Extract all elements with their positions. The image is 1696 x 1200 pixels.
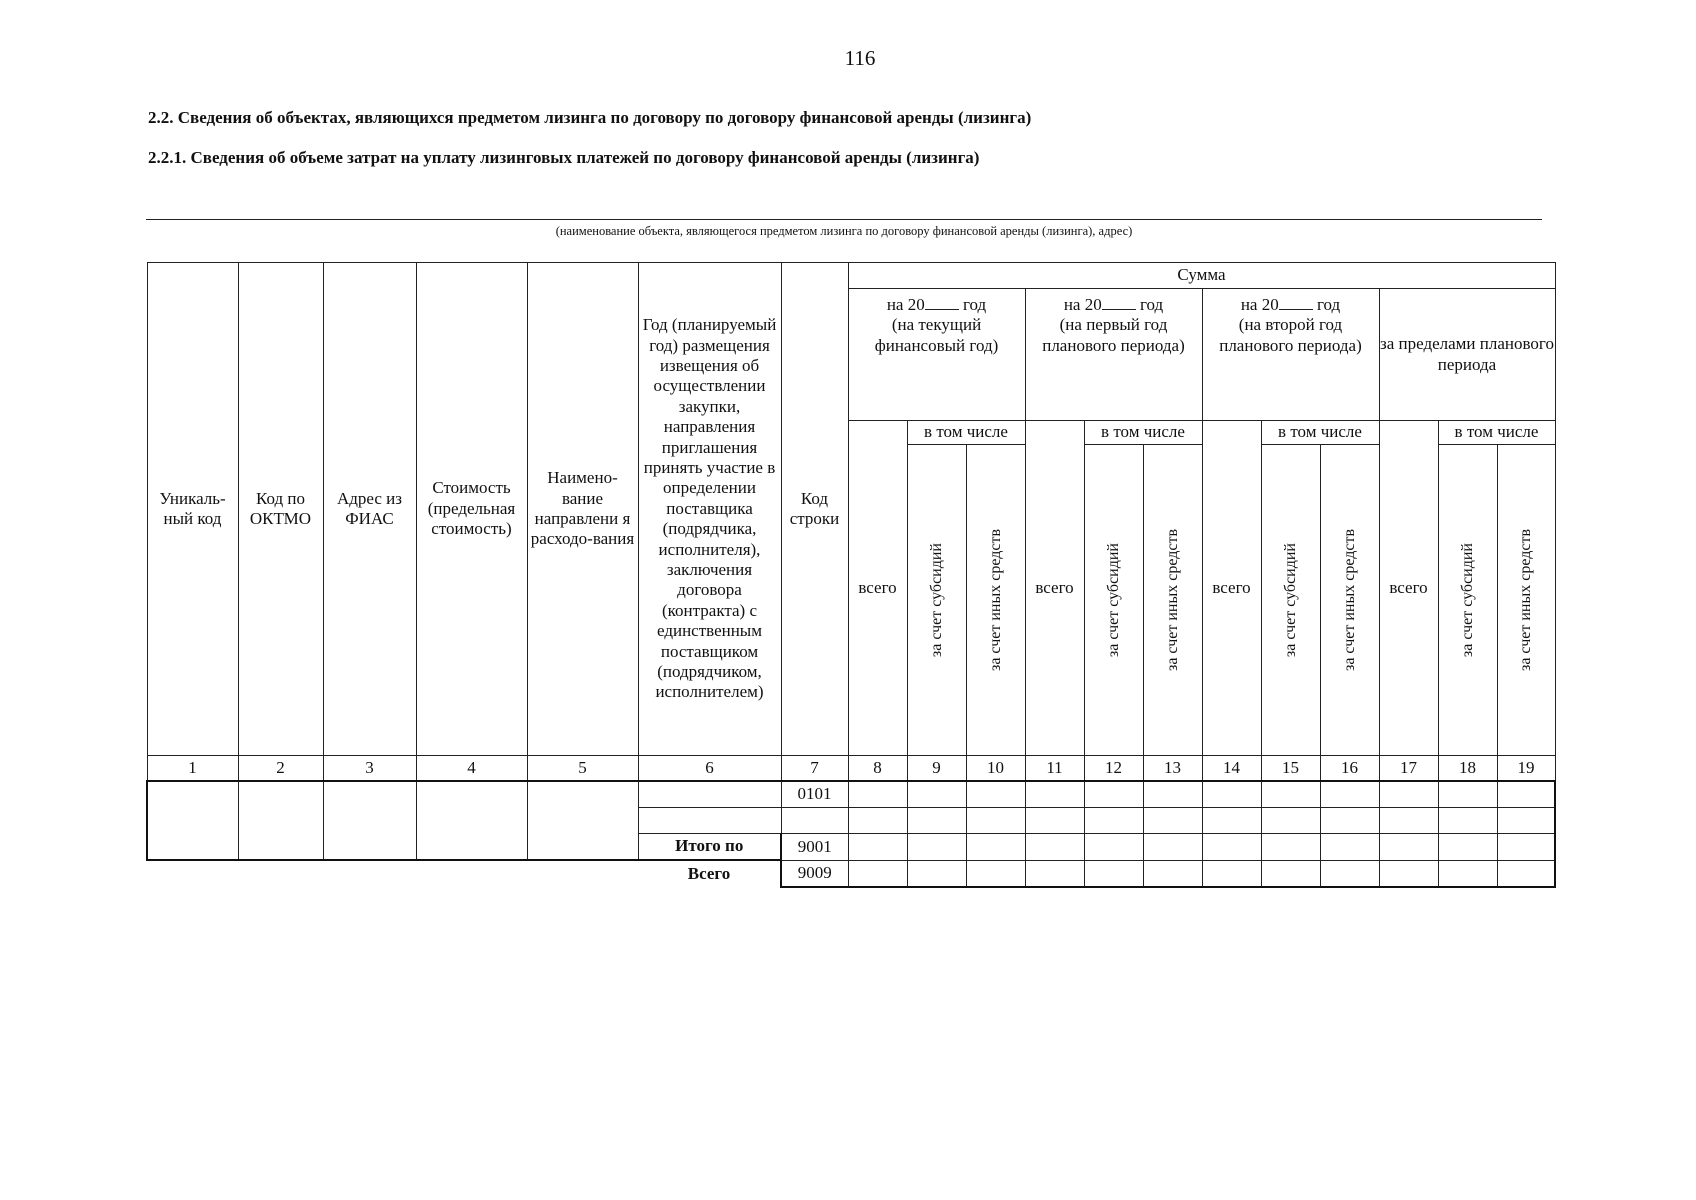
- table-cell[interactable]: [907, 808, 966, 834]
- header-subsidies: за счет субсидий: [1261, 445, 1320, 756]
- table-cell[interactable]: [966, 834, 1025, 861]
- table-cell[interactable]: [1379, 860, 1438, 887]
- table-cell[interactable]: [907, 834, 966, 861]
- cell-fias[interactable]: [323, 781, 416, 860]
- header-total: всего: [848, 421, 907, 756]
- table-cell[interactable]: [907, 781, 966, 808]
- header-total: всего: [1202, 421, 1261, 756]
- table-cell[interactable]: [1320, 860, 1379, 887]
- column-number: 4: [416, 756, 527, 782]
- header-including: в том числе: [1084, 421, 1202, 445]
- table-cell[interactable]: [1379, 781, 1438, 808]
- table-cell[interactable]: [1379, 834, 1438, 861]
- column-number: 15: [1261, 756, 1320, 782]
- table-cell[interactable]: [1261, 860, 1320, 887]
- header-period-current: [848, 289, 1025, 421]
- header-including: в том числе: [1261, 421, 1379, 445]
- header-summa: Сумма: [848, 263, 1555, 289]
- column-number: 6: [638, 756, 781, 782]
- table-cell[interactable]: [1438, 860, 1497, 887]
- period-suffix: год: [962, 295, 987, 314]
- table-cell[interactable]: [848, 834, 907, 861]
- table-cell[interactable]: [1025, 781, 1084, 808]
- column-number: 18: [1438, 756, 1497, 782]
- column-number: 5: [527, 756, 638, 782]
- period-prefix: на 20: [1063, 295, 1102, 314]
- header-oktmo-code: Код по ОКТМО: [238, 263, 323, 756]
- table-cell[interactable]: [966, 860, 1025, 887]
- header-expense-direction: Наимено-вание направлени я расходо-вания: [527, 263, 638, 756]
- header-period-second: [1202, 289, 1379, 421]
- table-cell[interactable]: [1084, 860, 1143, 887]
- table-cell[interactable]: [848, 808, 907, 834]
- table-cell[interactable]: [1084, 808, 1143, 834]
- table-cell[interactable]: [848, 781, 907, 808]
- blank-area: [147, 860, 638, 887]
- header-period-beyond: за пределами планового периода: [1379, 289, 1555, 421]
- period-prefix: на 20: [886, 295, 925, 314]
- header-procurement-year: Год (планируемый год) размещения извещения об осуществлении закупки, направления приглашения принять участие в определении поставщика (подрядчика, исполнителя), заключения договора (контракта) с единственным поставщиком (подрядчиком, исполнителем): [638, 263, 781, 756]
- table-cell[interactable]: [1202, 834, 1261, 861]
- table-cell[interactable]: [1438, 808, 1497, 834]
- table-cell[interactable]: [907, 860, 966, 887]
- period-desc: (на текущий финансовый год): [874, 315, 999, 355]
- table-cell[interactable]: [1084, 834, 1143, 861]
- header-including: в том числе: [1438, 421, 1555, 445]
- table-cell[interactable]: [1379, 808, 1438, 834]
- table-cell[interactable]: [1202, 860, 1261, 887]
- header-total: всего: [1025, 421, 1084, 756]
- column-number: 1: [147, 756, 238, 782]
- cell-row-code: 9001: [781, 834, 848, 861]
- column-number: 16: [1320, 756, 1379, 782]
- period-suffix: год: [1139, 295, 1164, 314]
- table-cell[interactable]: [1438, 781, 1497, 808]
- table-cell[interactable]: [966, 808, 1025, 834]
- column-number: 3: [323, 756, 416, 782]
- table-cell[interactable]: [1497, 808, 1555, 834]
- column-number: 13: [1143, 756, 1202, 782]
- subtotal-label: Итого по: [638, 834, 781, 861]
- column-number: 9: [907, 756, 966, 782]
- table-cell[interactable]: [1261, 834, 1320, 861]
- column-number: 7: [781, 756, 848, 782]
- cell-year[interactable]: [638, 808, 781, 834]
- column-number: 12: [1084, 756, 1143, 782]
- total-row: [147, 860, 1555, 887]
- header-period-first: [1025, 289, 1202, 421]
- table-cell[interactable]: [1202, 808, 1261, 834]
- header-unique-code: Уникаль-ный код: [147, 263, 238, 756]
- table-cell[interactable]: [1143, 781, 1202, 808]
- header-subsidies: за счет субсидий: [1084, 445, 1143, 756]
- header-including: в том числе: [907, 421, 1025, 445]
- column-number: 10: [966, 756, 1025, 782]
- header-other-funds: за счет иных средств: [1143, 445, 1202, 756]
- object-name-line: [146, 219, 1542, 220]
- period-desc: (на второй год планового периода): [1219, 315, 1362, 355]
- header-other-funds: за счет иных средств: [966, 445, 1025, 756]
- header-other-funds: за счет иных средств: [1497, 445, 1555, 756]
- table-cell[interactable]: [1261, 781, 1320, 808]
- period-suffix: год: [1316, 295, 1341, 314]
- header-subsidies: за счет субсидий: [1438, 445, 1497, 756]
- table-cell[interactable]: [1320, 781, 1379, 808]
- cell-year[interactable]: [638, 781, 781, 808]
- column-number: 8: [848, 756, 907, 782]
- table-cell[interactable]: [1320, 808, 1379, 834]
- cell-row-code: 9009: [781, 860, 848, 887]
- table-cell[interactable]: [1320, 834, 1379, 861]
- table-cell[interactable]: [1025, 834, 1084, 861]
- page-number: 116: [844, 46, 876, 70]
- cell-row-code[interactable]: [781, 808, 848, 834]
- header-total: всего: [1379, 421, 1438, 756]
- total-label: Всего: [687, 863, 731, 883]
- cell-oktmo[interactable]: [238, 781, 323, 860]
- table-cell[interactable]: [1438, 834, 1497, 861]
- column-number: 2: [238, 756, 323, 782]
- subsection-heading: 2.2.1. Сведения об объеме затрат на уплату лизинговых платежей по договору финансовой аренды (лизинга): [148, 148, 980, 167]
- year-blank: [1279, 293, 1313, 310]
- column-number: 11: [1025, 756, 1084, 782]
- table-cell[interactable]: [1497, 860, 1555, 887]
- header-subsidies: за счет субсидий: [907, 445, 966, 756]
- cell-row-code: 0101: [781, 781, 848, 808]
- period-prefix: на 20: [1240, 295, 1279, 314]
- table-cell[interactable]: [1025, 860, 1084, 887]
- header-fias-address: Адрес из ФИАС: [323, 263, 416, 756]
- table-cell[interactable]: [1143, 808, 1202, 834]
- table-cell[interactable]: [1025, 808, 1084, 834]
- object-caption: (наименование объекта, являющегося предметом лизинга по договору финансовой аренды (лизинга), адрес): [555, 224, 1133, 238]
- year-blank: [925, 293, 959, 310]
- table-cell[interactable]: [1143, 834, 1202, 861]
- table-cell[interactable]: [1084, 781, 1143, 808]
- table-cell[interactable]: [1202, 781, 1261, 808]
- column-number: 19: [1497, 756, 1555, 782]
- year-blank: [1102, 293, 1136, 310]
- table-cell[interactable]: [966, 781, 1025, 808]
- column-number: 17: [1379, 756, 1438, 782]
- table-cell[interactable]: [848, 860, 907, 887]
- header-cost: Стоимость (предельная стоимость): [416, 263, 527, 756]
- header-row-code: Код строки: [781, 263, 848, 756]
- cell-cost[interactable]: [416, 781, 527, 860]
- section-heading: 2.2. Сведения об объектах, являющихся предметом лизинга по договору по договору финансовой аренды (лизинга): [148, 108, 1032, 127]
- table-cell[interactable]: [1497, 781, 1555, 808]
- table-cell[interactable]: [1261, 808, 1320, 834]
- header-other-funds: за счет иных средств: [1320, 445, 1379, 756]
- leasing-costs-table: [146, 262, 1556, 888]
- table-row: [147, 781, 1555, 808]
- period-desc: (на первый год планового периода): [1042, 315, 1185, 355]
- cell-expense-direction[interactable]: [527, 781, 638, 860]
- table-cell[interactable]: [1143, 860, 1202, 887]
- cell-unique-code[interactable]: [147, 781, 238, 860]
- column-numbers-row: [147, 756, 1555, 782]
- column-number: 14: [1202, 756, 1261, 782]
- table-cell[interactable]: [1497, 834, 1555, 861]
